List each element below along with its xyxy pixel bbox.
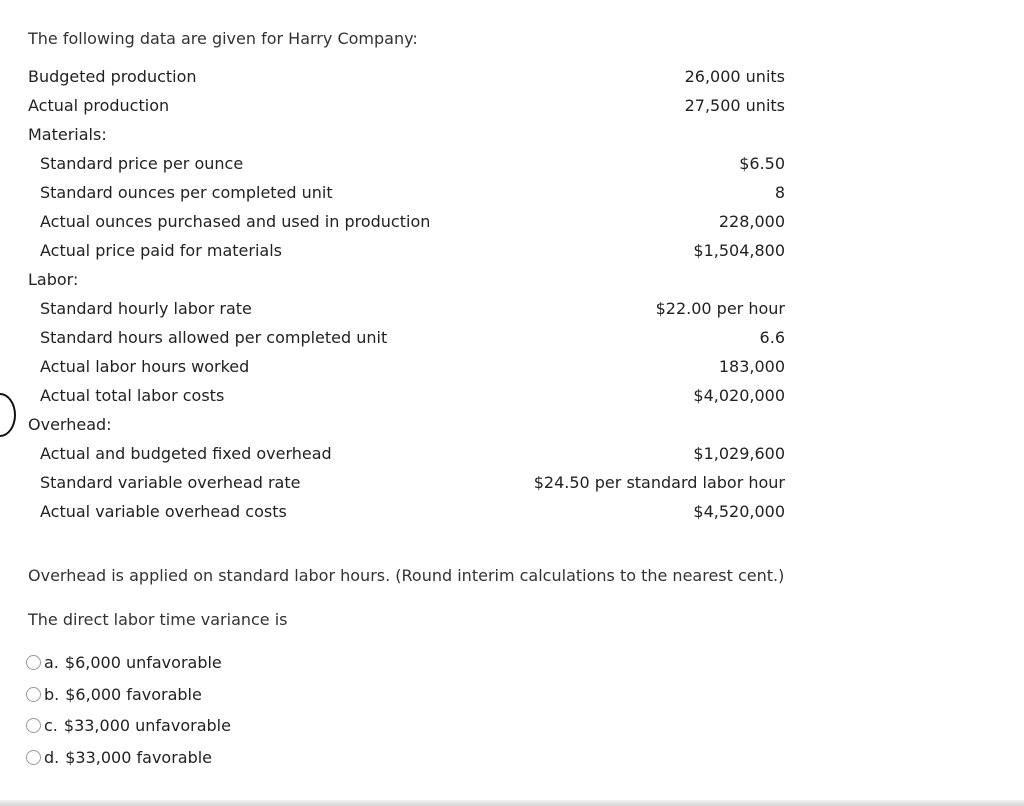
option-c[interactable] xyxy=(26,710,231,742)
row-label: Budgeted production xyxy=(28,67,197,86)
section-label: Overhead: xyxy=(28,415,112,434)
table-row xyxy=(0,149,1024,178)
option-text: $6,000 favorable xyxy=(65,684,202,704)
row-label: Actual labor hours worked xyxy=(40,357,250,376)
row-value: 8 xyxy=(774,183,785,202)
intro-text: The following data are given for Harry Company: xyxy=(28,29,418,48)
option-a[interactable] xyxy=(26,647,231,679)
row-value: $22.00 per hour xyxy=(655,299,785,318)
data-table xyxy=(0,62,1024,526)
section-label: Labor: xyxy=(28,270,79,289)
table-row xyxy=(0,439,1024,468)
row-value: $4,020,000 xyxy=(693,386,785,405)
row-value: 183,000 xyxy=(718,357,785,376)
option-d[interactable] xyxy=(26,742,231,774)
option-text: $33,000 favorable xyxy=(65,747,213,767)
table-row xyxy=(0,91,1024,120)
answer-options xyxy=(26,647,231,773)
row-value: $4,520,000 xyxy=(693,502,785,521)
row-value: 26,000 units xyxy=(684,67,785,86)
row-label: Standard variable overhead rate xyxy=(40,473,301,492)
radio-button-a[interactable] xyxy=(26,655,41,670)
section-label: Materials: xyxy=(28,125,107,144)
radio-button-d[interactable] xyxy=(26,750,41,765)
row-label: Standard price per ounce xyxy=(40,154,244,173)
table-row xyxy=(0,381,1024,410)
option-letter: a. xyxy=(44,653,59,673)
question-text: The direct labor time variance is xyxy=(28,610,288,629)
row-label: Standard hourly labor rate xyxy=(40,299,252,318)
bottom-scrollbar-edge xyxy=(0,800,1024,806)
row-label: Actual production xyxy=(28,96,170,115)
option-text: $6,000 unfavorable xyxy=(64,653,222,673)
option-letter: c. xyxy=(44,716,58,736)
row-value: $1,504,800 xyxy=(693,241,785,260)
row-label: Actual variable overhead costs xyxy=(40,502,287,521)
table-row xyxy=(0,323,1024,352)
radio-button-b[interactable] xyxy=(26,687,41,702)
row-label: Actual total labor costs xyxy=(40,386,225,405)
table-row xyxy=(0,352,1024,381)
row-value: 6.6 xyxy=(759,328,785,347)
option-letter: b. xyxy=(44,684,60,704)
section-header-materials xyxy=(0,120,1024,149)
table-row xyxy=(0,497,1024,526)
row-label: Actual ounces purchased and used in production xyxy=(40,212,431,231)
option-text: $33,000 unfavorable xyxy=(63,716,231,736)
instruction-note: Overhead is applied on standard labor hours. (Round interim calculations to the nearest cent.) xyxy=(28,566,785,585)
option-b[interactable] xyxy=(26,679,231,711)
table-row xyxy=(0,62,1024,91)
row-value: $6.50 xyxy=(739,154,785,173)
row-label: Actual price paid for materials xyxy=(40,241,282,260)
option-letter: d. xyxy=(44,747,60,767)
row-label: Standard hours allowed per completed unit xyxy=(40,328,388,347)
table-row xyxy=(0,178,1024,207)
table-row xyxy=(0,294,1024,323)
radio-button-c[interactable] xyxy=(26,718,41,733)
row-value: 228,000 xyxy=(718,212,785,231)
row-label: Standard ounces per completed unit xyxy=(40,183,333,202)
row-label: Actual and budgeted fixed overhead xyxy=(40,444,332,463)
row-value: $24.50 per standard labor hour xyxy=(533,473,785,492)
row-value: $1,029,600 xyxy=(693,444,785,463)
table-row xyxy=(0,207,1024,236)
section-header-overhead xyxy=(0,410,1024,439)
row-value: 27,500 units xyxy=(684,96,785,115)
table-row xyxy=(0,468,1024,497)
section-header-labor xyxy=(0,265,1024,294)
table-row xyxy=(0,236,1024,265)
